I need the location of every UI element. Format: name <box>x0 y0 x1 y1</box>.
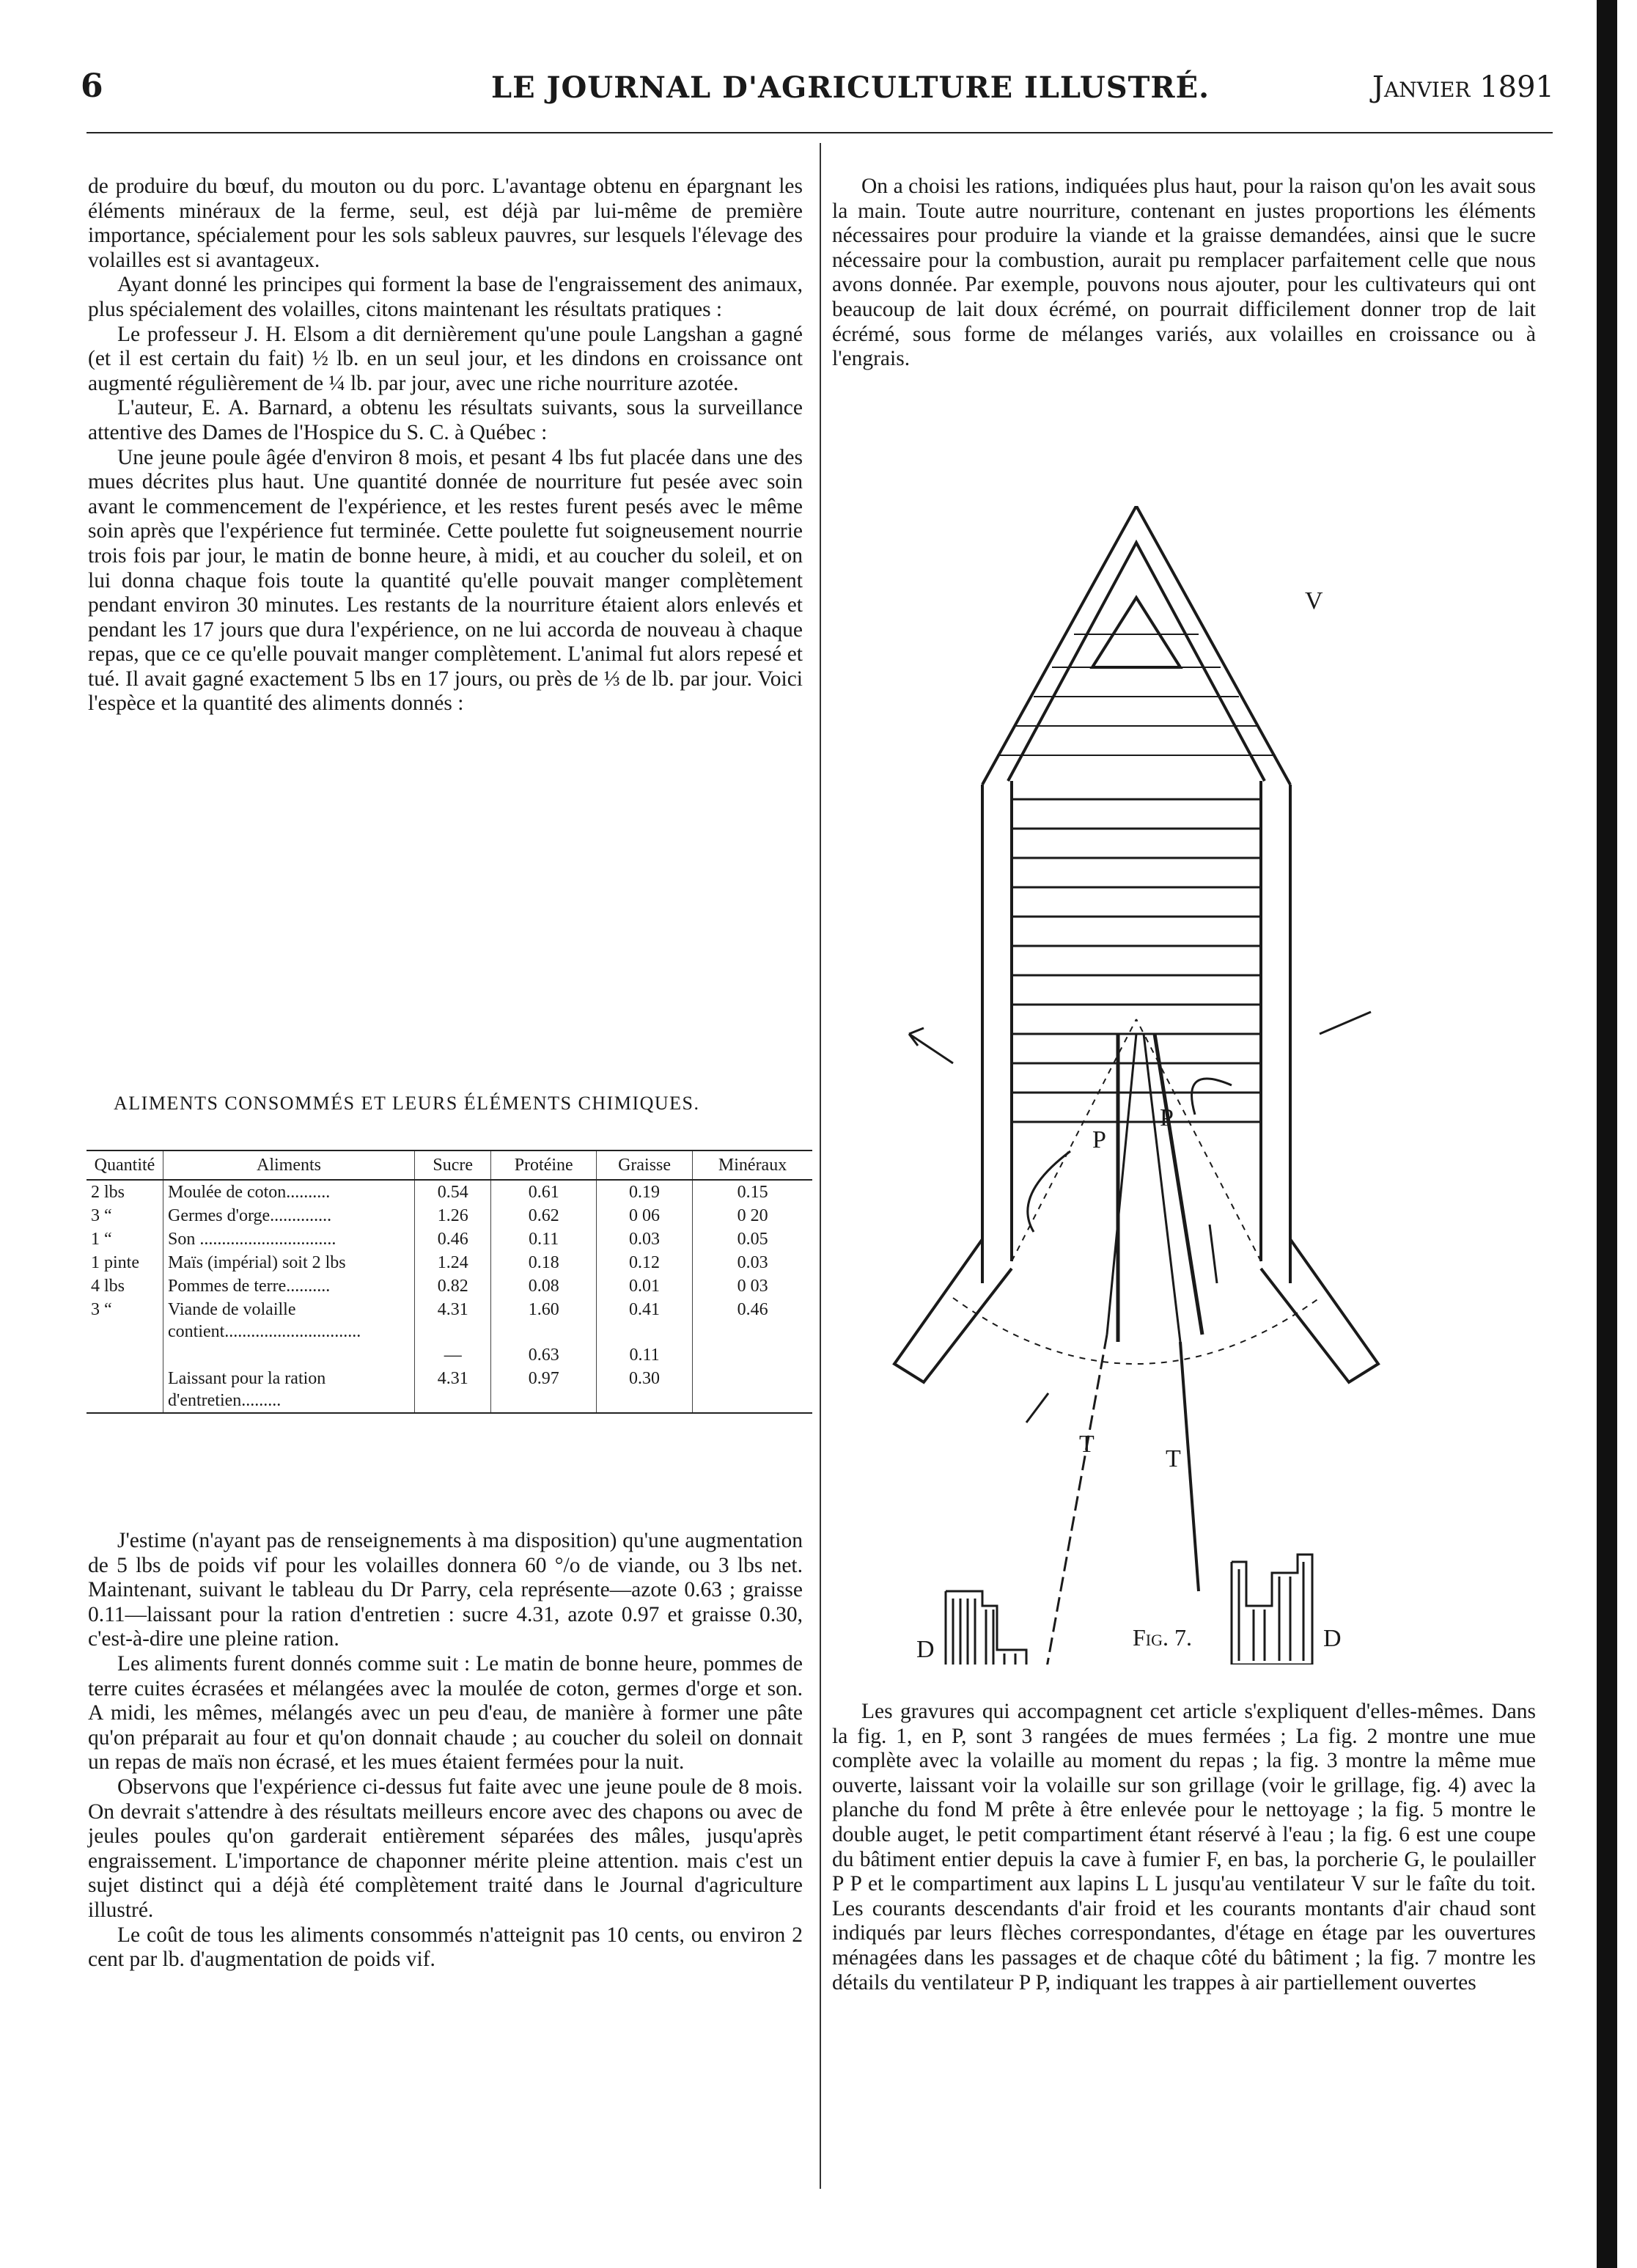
left-column-continued <box>88 1529 803 1972</box>
table-cell: 1.26 <box>415 1204 491 1227</box>
table-cell: Moulée de coton.......... <box>163 1180 415 1204</box>
left-base <box>894 1239 1012 1382</box>
table-row <box>87 1227 812 1251</box>
page-header <box>81 67 1554 119</box>
table-cell: Germes d'orge.............. <box>163 1204 415 1227</box>
table-row <box>87 1180 812 1204</box>
label-p-left: P <box>1092 1126 1106 1153</box>
table-cell: 0.97 <box>491 1367 597 1413</box>
paragraph: Une jeune poule âgée d'environ 8 mois, et pesant 4 lbs fut placée dans une des mues décrites plus haut. Une quantité donnée de nourriture fut pesée avec soin avant le commencement de l'expérience, et les restes furent pesés avec le même soin après que l'expérience fut terminée. Cette poulette fut soigneusement nourrie trois fois par jour, le matin de bonne heure, à midi, et au coucher du soleil, et on lui donna chaque fois toute la quantité qu'elle pouvait manger complètement pendant environ 30 minutes. Les restants de la nourriture étaient alors enlevés et pendant les 17 jours que dura l'expérience, on ne lui accorda de nouveau à chaque repas, que ce ce qu'elle pouvait manger complètement. L'animal fut alors repesé et tué. Il avait gagné exactement 5 lbs en 17 jours, ou près de ⅓ de lb. par jour. Voici l'espèce et la quantité des aliments donnés : <box>88 445 803 716</box>
table-cell: 4.31 <box>415 1298 491 1343</box>
table-cell: 0 06 <box>596 1204 692 1227</box>
table-cell: 0.12 <box>596 1251 692 1274</box>
table-cell: 2 lbs <box>91 1183 125 1202</box>
table-cell <box>693 1343 812 1367</box>
paragraph: Le professeur J. H. Elsom a dit dernièrement qu'une poule Langshan a gagné (et il est certain du fait) ½ lb. en un seul jour, et les dindons en croissance ont augmenté régulièrement de ¼ lb. par jour, avec une riche nourriture azotée. <box>88 322 803 395</box>
table-cell: 0.41 <box>596 1298 692 1343</box>
table-row <box>87 1204 812 1227</box>
table-cell: 0.05 <box>693 1227 812 1251</box>
table-cell: Viande de volaille contient............................... <box>163 1298 415 1343</box>
paragraph: Le coût de tous les aliments consommés n'atteignit pas 10 cents, ou environ 2 cent par lb. d'augmentation de poids vif. <box>88 1923 803 1972</box>
right-column <box>832 175 1536 372</box>
paragraph: Ayant donné les principes qui forment la base de l'engraissement des animaux, plus spécialement des volailles, citons maintenant les résultats pratiques : <box>88 273 803 321</box>
table-cell: 0.15 <box>693 1180 812 1204</box>
table-cell: 0.62 <box>491 1204 597 1227</box>
col-header-aliments: Aliments <box>163 1150 415 1180</box>
table-cell: 0.01 <box>596 1274 692 1298</box>
right-column-continued <box>832 1700 1536 1995</box>
table-row <box>87 1298 812 1343</box>
table-cell: 0 20 <box>693 1204 812 1227</box>
table-cell: Pommes de terre.......... <box>163 1274 415 1298</box>
label-t-left: T <box>1079 1431 1095 1458</box>
col-header-mineraux: Minéraux <box>693 1150 812 1180</box>
table-cell: 0.30 <box>596 1367 692 1413</box>
paragraph: de produire du bœuf, du mouton ou du porc. L'avantage obtenu en épargnant les éléments minéraux de la ferme, seul, est déjà par lui-même de première importance, spécialement pour les sols sableux pauvres, sur lesquels l'élevage des volailles est si avantageux. <box>88 175 803 272</box>
table-cell: 0.19 <box>596 1180 692 1204</box>
page-number: 6 <box>81 67 103 105</box>
paragraph: J'estime (n'ayant pas de renseignements à ma disposition) qu'une augmentation de 5 lbs de poids vif pour les volailles donnera 60 °/o de viande, ou 3 lbs net. Maintenant, suivant le tableau du Dr Parry, cela représente—azote 0.63 ; graisse 0.11—laissant pour la ration d'entretien : sucre 4.31, azote 0.97 et graisse 0.30, c'est-à-dire une pleine ration. <box>88 1529 803 1651</box>
col-header-sucre: Sucre <box>415 1150 491 1180</box>
table-row <box>87 1251 812 1274</box>
table-cell <box>163 1343 415 1367</box>
header-rule <box>87 132 1553 133</box>
weight-right <box>1232 1555 1312 1665</box>
table-cell: 3 “ <box>91 1206 112 1225</box>
table-cell: 1 pinte <box>91 1253 139 1272</box>
table-cell: 4.31 <box>415 1367 491 1413</box>
right-base <box>1261 1239 1378 1382</box>
table-title: ALIMENTS CONSOMMÉS ET LEURS ÉLÉMENTS CHIMIQUES. <box>114 1093 700 1114</box>
table-cell <box>87 1367 163 1413</box>
paragraph: Observons que l'expérience ci-dessus fut faite avec une jeune poule de 8 mois. On devrait s'attendre à des résultats meilleurs encore avec des chapons ou avec de jeules poules qu'on garderait entièrement séparées des mâles, jusqu'après engraissement. L'importance de chaponner mérite pleine attention. mais c'est un sujet distinct qui a déjà été complètement traité dans le Journal d'agriculture illustré. <box>88 1775 803 1922</box>
issue-date: Janvier 1891 <box>1372 70 1554 104</box>
col-header-quantity: Quantité <box>87 1150 163 1180</box>
table-cell: 3 “ <box>91 1300 112 1319</box>
table-cell: 0.03 <box>693 1251 812 1274</box>
table-cell: Laissant pour la ration d'entretien......... <box>163 1367 415 1413</box>
table-cell: 0 03 <box>693 1274 812 1298</box>
food-table <box>87 1150 812 1414</box>
column-separator <box>820 143 821 2189</box>
rod-left <box>1045 1335 1107 1665</box>
table-cell: 0.63 <box>491 1343 597 1367</box>
table-cell: 0.46 <box>415 1227 491 1251</box>
weight-left <box>946 1591 1026 1665</box>
table-cell: 0.08 <box>491 1274 597 1298</box>
paragraph: Les gravures qui accompagnent cet article s'expliquent d'elles-mêmes. Dans la fig. 1, en P, sont 3 rangées de mues fermées ; La fig. 2 montre une mue complète avec la volaille au moment du repas ; la fig. 3 montre la même mue ouverte, laissant voir la volaille sur son grillage (voir le grillage, fig. 4) avec la planche du fond M prête à être enlevée pour le nettoyage ; la fig. 5 montre le double auget, le petit compartiment étant réservé à l'eau ; la fig. 6 est une coupe du bâtiment entier depuis la cave à fumier F, en bas, la porcherie G, le poulailler P P et le compartiment aux lapins L L jusqu'au ventilateur V sur le faîte du toit. Les courants descendants d'air froid et les courants montants d'air chaud sont indiqués par leurs flèches correspondantes, d'étage en étage par les ouvertures ménagées dans les passages et de chaque côté du bâtiment ; la fig. 7 montre les détails du ventilateur P P, indiquant les trappes à air partiellement ouvertes <box>832 1700 1536 1994</box>
table-row <box>87 1274 812 1298</box>
louvre-slats <box>1012 799 1261 1122</box>
table-cell: 0.82 <box>415 1274 491 1298</box>
table-row <box>87 1343 812 1367</box>
table-cell: 0.54 <box>415 1180 491 1204</box>
ventilator-illustration <box>865 506 1510 1665</box>
label-d-left: D <box>916 1636 935 1663</box>
col-header-proteine: Protéine <box>491 1150 597 1180</box>
roof-inner <box>1008 543 1265 781</box>
page-edge-bar <box>1597 0 1617 2268</box>
label-p-right: P <box>1160 1104 1174 1131</box>
table-cell: 1.24 <box>415 1251 491 1274</box>
left-column <box>88 175 803 716</box>
rod-right <box>1180 1342 1199 1591</box>
journal-title: LE JOURNAL D'AGRICULTURE ILLUSTRÉ. <box>491 70 1210 105</box>
paragraph: L'auteur, E. A. Barnard, a obtenu les résultats suivants, sous la surveillance attentive des Dames de l'Hospice du S. C. à Québec : <box>88 396 803 444</box>
table-cell <box>693 1367 812 1413</box>
col-header-graisse: Graisse <box>596 1150 692 1180</box>
table-cell: Maïs (impérial) soit 2 lbs <box>163 1251 415 1274</box>
vent-triangle <box>1092 598 1180 667</box>
table-cell: — <box>415 1343 491 1367</box>
figure-ventilator <box>865 506 1510 1665</box>
table-row <box>87 1367 812 1413</box>
table-cell: 4 lbs <box>91 1277 125 1296</box>
label-t-right: T <box>1166 1445 1181 1472</box>
table-cell: Son ............................... <box>163 1227 415 1251</box>
label-v: V <box>1305 587 1323 614</box>
table-cell: 0.03 <box>596 1227 692 1251</box>
table-cell: 0.18 <box>491 1251 597 1274</box>
table-cell <box>87 1343 163 1367</box>
table-header-row <box>87 1150 812 1180</box>
table-cell: 0.11 <box>491 1227 597 1251</box>
table-cell: 0.11 <box>596 1343 692 1367</box>
paragraph: On a choisi les rations, indiquées plus haut, pour la raison qu'on les avait sous la main. Toute autre nourriture, contenant en justes proportions les éléments nécessaires pour produire la viande et la graisse demandées, ainsi que le sucre nécessaire pour la combustion, aurait pu remplacer parfaitement celle que nous avons donnée. Par exemple, pouvons nous ajouter, pour les cultivateurs qui ont beaucoup de lait doux écrémé, on pourrait difficilement donner trop de lait écrémé, sous forme de mélanges variés, aux volailles en croissance ou à l'engrais. <box>832 175 1536 371</box>
figure-caption: Fig. 7. <box>1133 1624 1193 1651</box>
paragraph: Les aliments furent donnés comme suit : Le matin de bonne heure, pommes de terre cuites écrasées et mélangées avec la moulée de coton, germes d'orge et son. A midi, les mêmes, mélangés avec un peu d'eau, de manière à former une pâte qu'on préparait au four et qu'on donnait chaude ; au coucher du soleil on donnait un repas de maïs non écrasé, et les mues étaient fermées pour la nuit. <box>88 1651 803 1775</box>
table-cell: 0.61 <box>491 1180 597 1204</box>
table-cell: 1 “ <box>91 1230 112 1249</box>
table-cell: 0.46 <box>693 1298 812 1343</box>
label-d-right: D <box>1323 1625 1342 1652</box>
table-cell: 1.60 <box>491 1298 597 1343</box>
